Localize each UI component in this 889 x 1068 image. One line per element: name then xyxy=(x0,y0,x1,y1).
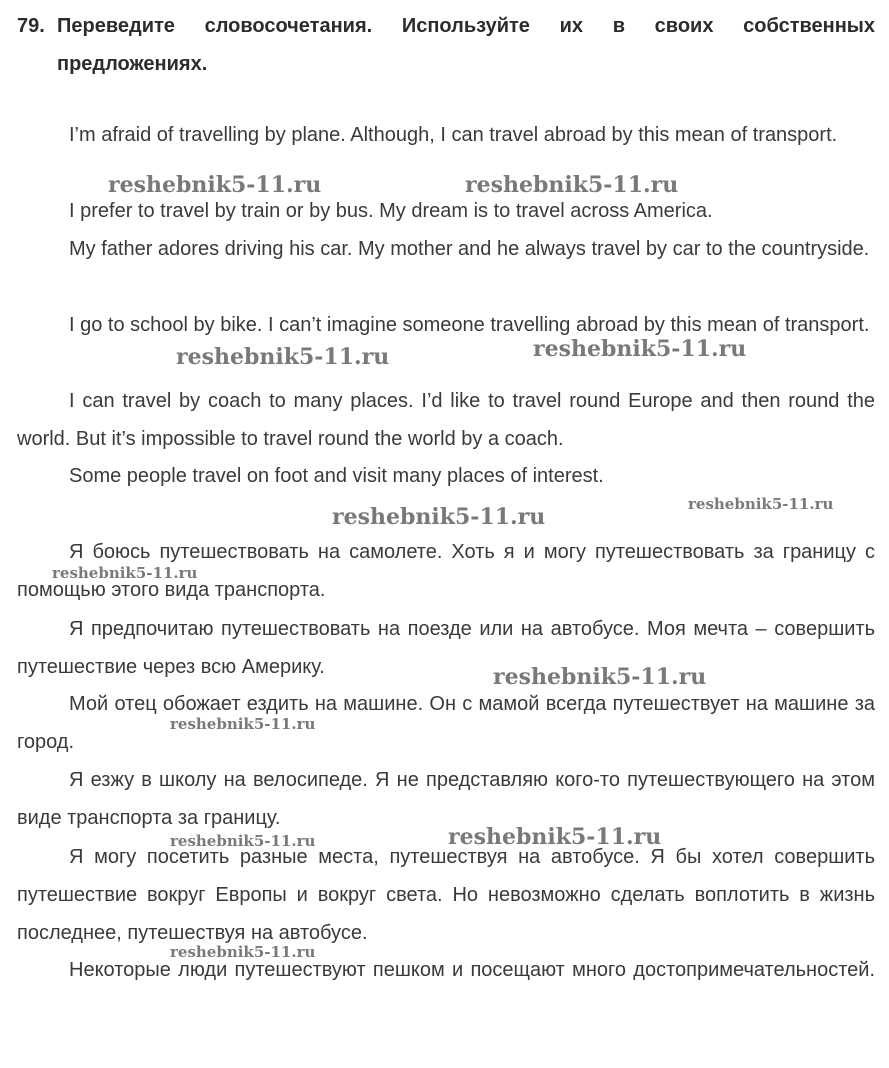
russian-paragraph: Некоторые люди путешествуют пешком и посещают много достопримечательностей. xyxy=(69,959,875,981)
watermark: reshebnik5-11.ru xyxy=(493,664,707,690)
watermark: reshebnik5-11.ru xyxy=(176,344,390,370)
watermark: reshebnik5-11.ru xyxy=(688,495,834,513)
exercise-header xyxy=(17,7,875,83)
russian-paragraph: Я предпочитаю путешествовать на поезде или на автобусе. Моя мечта – совершить путешествие через всю Америку. xyxy=(17,618,875,678)
english-paragraph: Some people travel on foot and visit many places of interest. xyxy=(69,465,604,487)
watermark: reshebnik5-11.ru xyxy=(170,832,316,850)
english-paragraph: My father adores driving his car. My mother and he always travel by car to the countryside. xyxy=(69,238,870,260)
watermark: reshebnik5-11.ru xyxy=(533,336,747,362)
english-paragraph: I can travel by coach to many places. I’d like to travel round Europe and then round the world. But it’s impossible to travel round the world by a coach. xyxy=(17,390,875,450)
russian-paragraph: Я боюсь путешествовать на самолете. Хоть я и могу путешествовать за границу с помощью этого вида транспорта. xyxy=(17,541,875,601)
russian-paragraph: Я могу посетить разные места, путешествуя на автобусе. Я бы хотел совершить путешествие вокруг Европы и вокруг света. Но невозможно сделать воплотить в жизнь последнее, путешествуя на автобусе. xyxy=(17,846,875,944)
english-paragraph: I prefer to travel by train or by bus. My dream is to travel across America. xyxy=(69,200,713,222)
exercise-number: 79. xyxy=(17,15,45,37)
watermark: reshebnik5-11.ru xyxy=(170,715,316,733)
watermark: reshebnik5-11.ru xyxy=(465,172,679,198)
watermark: reshebnik5-11.ru xyxy=(108,172,322,198)
watermark: reshebnik5-11.ru xyxy=(52,564,198,582)
russian-paragraph: Мой отец обожает ездить на машине. Он с мамой всегда путешествует на машине за город. xyxy=(17,693,875,753)
english-paragraph: I’m afraid of travelling by plane. Although, I can travel abroad by this mean of transport. xyxy=(69,124,838,146)
russian-paragraph: Я езжу в школу на велосипеде. Я не представляю кого-то путешествующего на этом виде транспорта за границу. xyxy=(17,769,875,829)
watermark: reshebnik5-11.ru xyxy=(448,824,662,850)
watermark: reshebnik5-11.ru xyxy=(170,943,316,961)
exercise-instruction: Переведите словосочетания. Используйте их в своих собственных предложениях. xyxy=(57,15,875,75)
english-paragraph: I go to school by bike. I can’t imagine someone travelling abroad by this mean of transport. xyxy=(69,314,870,336)
watermark: reshebnik5-11.ru xyxy=(332,504,546,530)
